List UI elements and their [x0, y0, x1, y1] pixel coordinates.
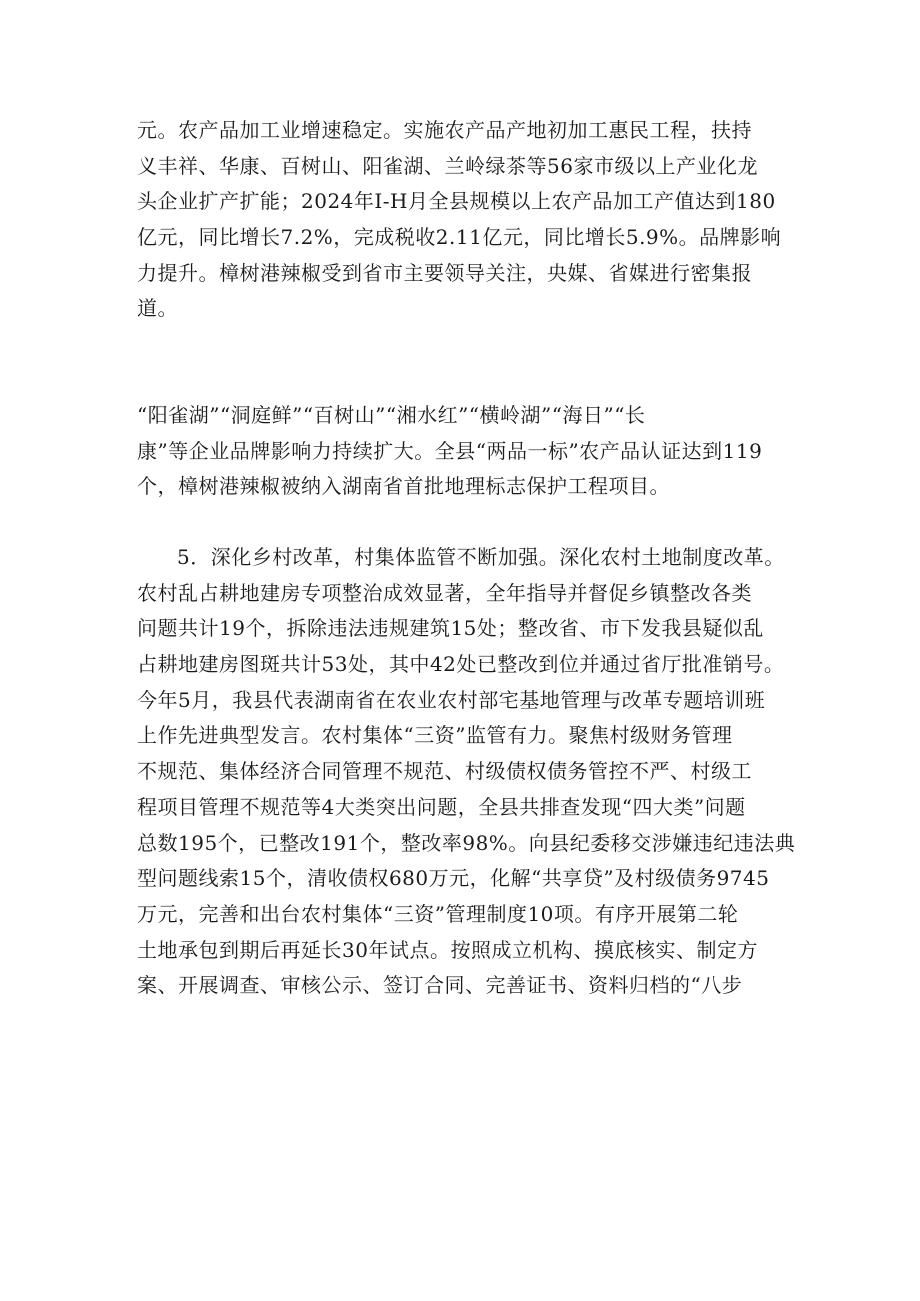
text-line: 康”等企业品牌影响力持续扩大。全县“两品一标”农产品认证达到119 — [137, 438, 763, 463]
text-line: 个，樟树港辣椒被纳入湖南省首批地理标志保护工程项目。 — [137, 474, 670, 499]
text-line: 问题共计19个，拆除违法违规建筑15处；整改省、市下发我县疑似乱 — [137, 616, 764, 641]
text-line: 不规范、集体经济合同管理不规范、村级债权债务管控不严、村级工 — [137, 759, 752, 784]
text-line: 万元，完善和出台农村集体“三资”管理制度10项。有序开展第二轮 — [137, 901, 739, 926]
text-line: 道。 — [137, 296, 178, 321]
text-line: 今年5月，我县代表湖南省在农业农村部宅基地管理与改革专题培训班 — [137, 687, 766, 712]
text-line: 头企业扩产扩能；2024年I-H月全县规模以上农产品加工产值达到180 — [137, 189, 776, 214]
text-line: 型问题线索15个，清收债权680万元，化解“共享贷”及村级债务9745 — [137, 866, 770, 891]
text-line: 上作先进典型发言。农村集体“三资”监管有力。聚焦村级财务管理 — [137, 723, 733, 748]
text-line: 土地承包到期后再延长30年试点。按照成立机构、摸底核实、制定方 — [137, 937, 758, 962]
text-line: 5．深化乡村改革，村集体监管不断加强。深化农村土地制度改革。 — [177, 545, 785, 569]
text-line: 亿元，同比增长7.2%，完成税收2.11亿元，同比增长5.9%。品牌影响 — [137, 225, 782, 250]
text-line: 义丰祥、华康、百树山、阳雀湖、兰岭绿茶等56家市级以上产业化龙 — [137, 153, 758, 178]
text-line: 案、开展调查、审核公示、签订合同、完善证书、资料归档的“八步 — [137, 973, 743, 998]
text-line: 元。农产品加工业增速稳定。实施农产品产地初加工惠民工程，扶持 — [137, 118, 752, 142]
paragraph-brand-influence — [137, 398, 797, 505]
text-line: “阳雀湖”“洞庭鲜”“百树山”“湘水红”“横岭湖”“海日”“长 — [137, 403, 646, 427]
text-line: 力提升。樟树港辣椒受到省市主要领导关注，央媒、省媒进行密集报 — [137, 260, 752, 285]
text-line: 总数195个，已整改191个，整改率98%。向县纪委移交涉嫌违纪违法典 — [137, 830, 796, 855]
paragraph-rural-reform — [137, 540, 797, 1004]
text-line: 占耕地建房图斑共计53处，其中42处已整改到位并通过省厅批准销号。 — [137, 652, 785, 677]
text-line: 农村乱占耕地建房专项整治成效显著，全年指导并督促乡镇整改各类 — [137, 580, 752, 605]
paragraph-agri-processing — [137, 113, 797, 327]
text-line: 程项目管理不规范等4大类突出问题，全县共排查发现“四大类”问题 — [137, 794, 746, 819]
